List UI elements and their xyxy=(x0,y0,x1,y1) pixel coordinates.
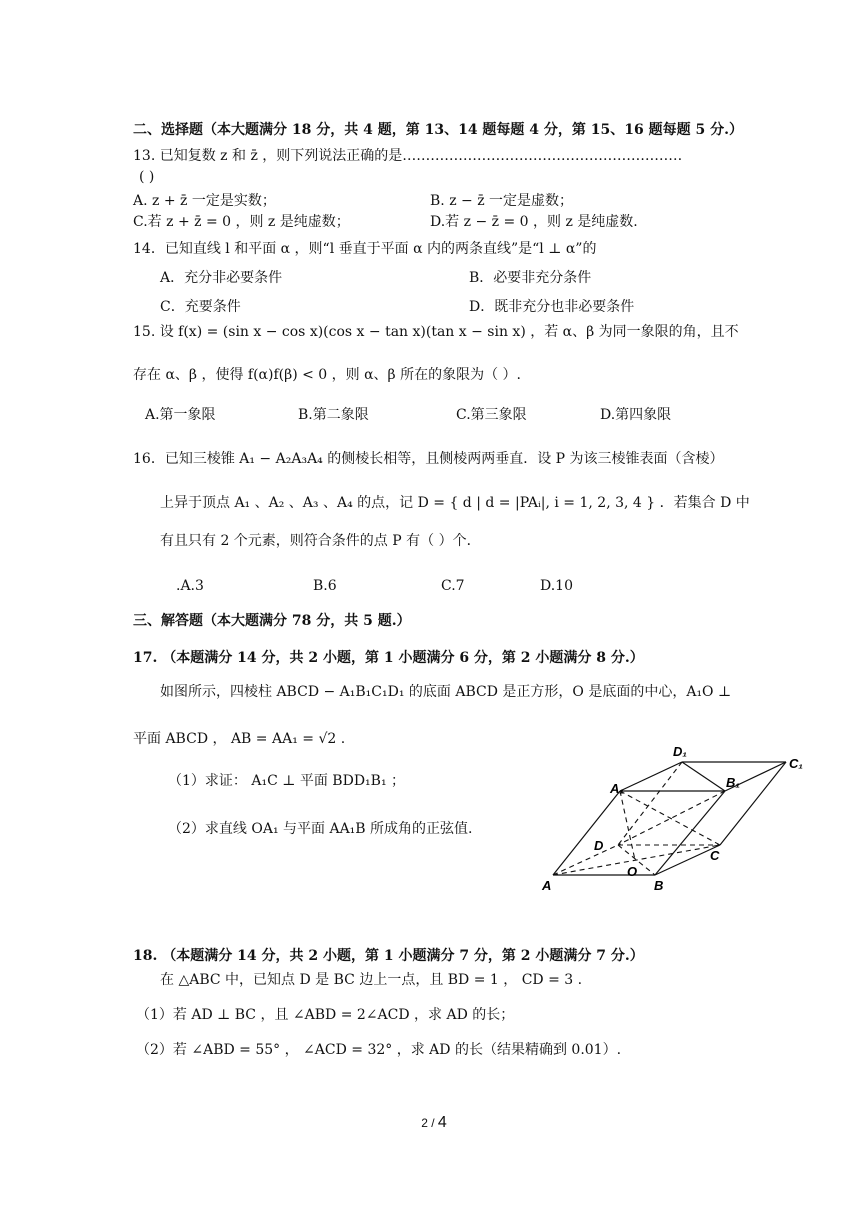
q13-option-d: D.若 z − z̄ = 0 ，则 z 是纯虚数. xyxy=(430,214,638,230)
page-number xyxy=(0,1114,868,1132)
label-b: B xyxy=(654,878,664,893)
q16-stem-line-2: 上异于顶点 A₁ 、A₂ 、A₃ 、A₄ 的点，记 D = { d | d = |PAᵢ|, i = 1, 2, 3, 4 } ．若集合 D 中 xyxy=(160,495,750,511)
q17-part-1: （1）求证： A₁C ⊥ 平面 BDD₁B₁ ； xyxy=(168,773,406,789)
q14-stem: 14．已知直线 l 和平面 α ，则“l 垂直于平面 α 内的两条直线”是“l ⊥ α”的 xyxy=(133,241,597,257)
q15-stem-line-2: 存在 α、β ，使得 f(α)f(β) < 0 ，则 α、β 所在的象限为（ ）. xyxy=(133,367,521,383)
q14-option-d: D．既非充分也非必要条件 xyxy=(469,299,635,315)
q13-option-c: C.若 z + z̄ = 0 ，则 z 是纯虚数； xyxy=(133,214,350,230)
q14-option-a: A．充分非必要条件 xyxy=(160,270,283,286)
q17-stem-line-1: 如图所示，四棱柱 ABCD − A₁B₁C₁D₁ 的底面 ABCD 是正方形，O 是底面的中心，A₁O ⊥ xyxy=(160,684,732,700)
q16-stem-line-1: 16．已知三棱锥 A₁ − A₂A₃A₄ 的侧棱长相等，且侧棱两两垂直．设 P 为该三棱锥表面（含棱） xyxy=(133,451,724,467)
q15-option-d: D.第四象限 xyxy=(600,407,672,423)
q15-stem-line-1: 15. 设 f(x) = (sin x − cos x)(cos x − tan x)(tan x − sin x) ，若 α、β 为同一象限的角，且不 xyxy=(133,324,739,340)
q15-option-a: A.第一象限 xyxy=(145,407,216,423)
q16-option-d: D.10 xyxy=(540,578,573,594)
label-b1: B₁ xyxy=(726,775,740,790)
label-c1: C₁ xyxy=(789,756,803,771)
q13-option-a: A. z + z̄ 一定是实数； xyxy=(133,193,276,209)
q18-stem: 在 △ABC 中，已知点 D 是 BC 边上一点，且 BD = 1 ， CD = 3 . xyxy=(160,972,583,988)
q14-option-c: C．充要条件 xyxy=(160,299,241,315)
q15-option-b: B.第二象限 xyxy=(298,407,369,423)
page-separator: / xyxy=(427,1116,438,1130)
q16-option-a: .A.3 xyxy=(176,578,204,594)
q13-option-b: B. z − z̄ 一定是虚数； xyxy=(430,193,574,209)
label-d: D xyxy=(594,838,604,853)
label-o: O xyxy=(627,864,638,879)
page-current: 2 xyxy=(421,1116,428,1130)
q17-part-2: （2）求直线 OA₁ 与平面 AA₁B 所成角的正弦值. xyxy=(168,821,473,837)
q14-option-b: B．必要非充分条件 xyxy=(469,270,592,286)
q13-stem: 13. 已知复数 z 和 z̄ ，则下列说法正确的是…………………………………………………… xyxy=(133,148,683,164)
q15-option-c: C.第三象限 xyxy=(456,407,527,423)
label-a1: A₁ xyxy=(610,781,624,796)
q18-heading: 18. （本题满分 14 分，共 2 小题，第 1 小题满分 7 分，第 2 小题满分 7 分.） xyxy=(133,948,644,964)
section-3-heading: 三、解答题（本大题满分 78 分，共 5 题.） xyxy=(133,613,411,629)
q17-prism-figure xyxy=(530,742,820,897)
page-total: 4 xyxy=(437,1114,447,1131)
q18-part-2: （2）若 ∠ABD = 55° ， ∠ACD = 32° ，求 AD 的长（结果精确到 0.01）. xyxy=(136,1042,622,1058)
q18-part-1: （1）若 AD ⊥ BC ，且 ∠ABD = 2∠ACD ，求 AD 的长； xyxy=(136,1007,515,1023)
label-a: A xyxy=(542,878,552,893)
label-c: C xyxy=(710,848,720,863)
q16-option-b: B.6 xyxy=(313,578,337,594)
section-2-heading: 二、选择题（本大题满分 18 分，共 4 题，第 13、14 题每题 4 分，第 15、16 题每题 5 分.） xyxy=(133,122,743,138)
q16-stem-line-3: 有且只有 2 个元素，则符合条件的点 P 有（ ）个． xyxy=(160,533,481,549)
q13-answer-paren: ( ) xyxy=(139,169,155,185)
q17-stem-line-2: 平面 ABCD ， AB = AA₁ = √2 . xyxy=(133,731,346,747)
q17-heading: 17. （本题满分 14 分，共 2 小题，第 1 小题满分 6 分，第 2 小题满分 8 分.） xyxy=(133,650,644,666)
label-d1: D₁ xyxy=(673,744,687,759)
q16-option-c: C.7 xyxy=(441,578,465,594)
